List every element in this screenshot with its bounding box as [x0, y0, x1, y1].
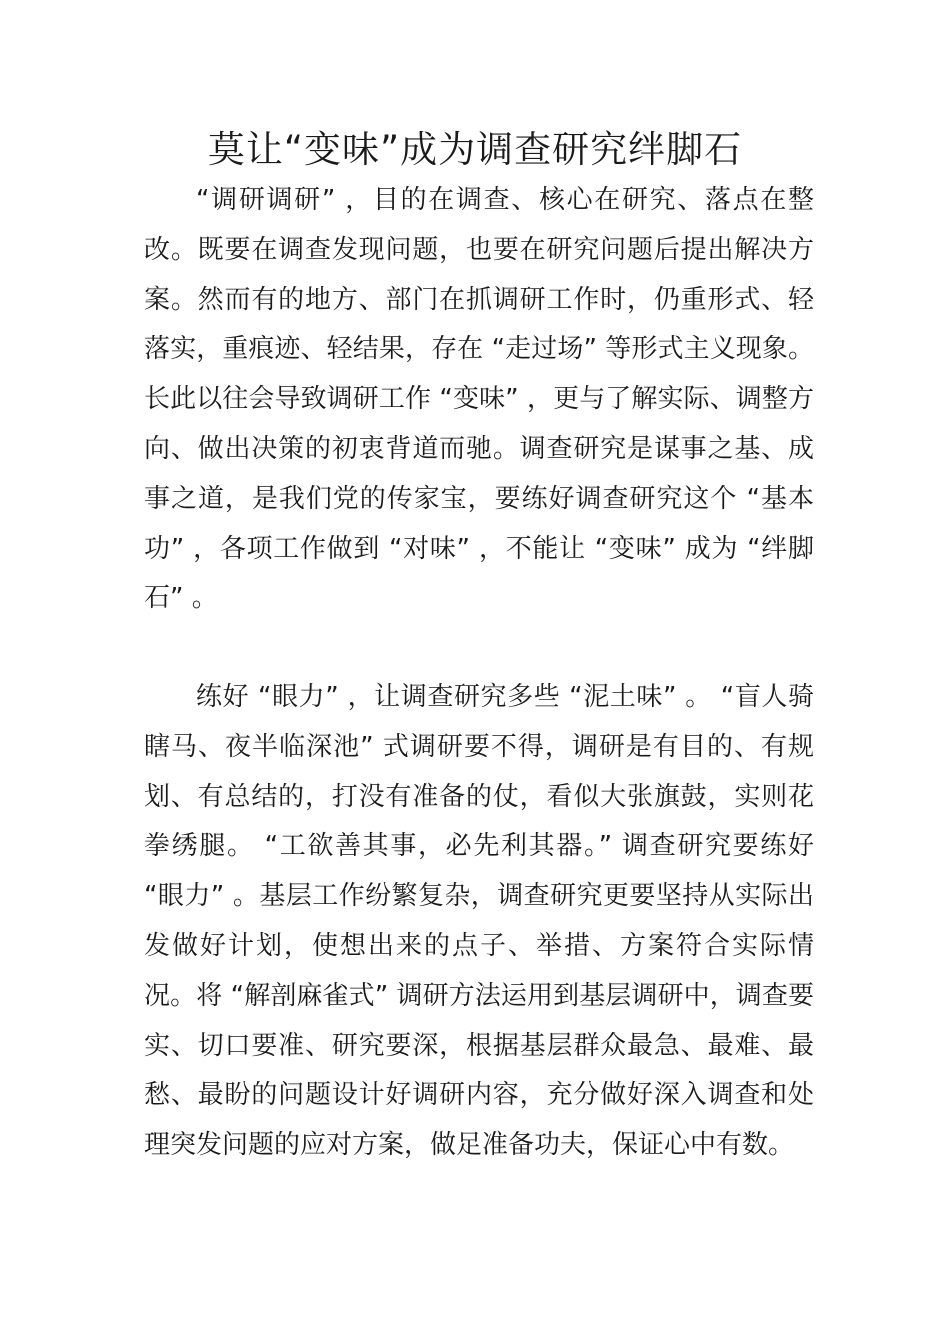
- paragraph-2: 练好 “眼力” ，让调查研究多些 “泥土味” 。 “盲人骑瞎马、夜半临深池” 式调研要不得，调研是有目的、有规划、有总结的，打没有准备的仗，看似大张旗鼓，实则花拳绣腿。 “工欲善其事，必先利其器。” 调查研究要练好 “眼力” 。基层工作纷繁复杂，调查研究更要坚持从实际出发做好计划，使想出来的点子、举措、方案符合实际情况。将 “解剖麻雀式” 调研方法运用到基层调研中，调查要实、切口要准、研究要深，根据基层群众最急、最难、最愁、最盼的问题设计好调研内容，充分做好深入调查和处理突发问题的应对方案，做足准备功夫，保证心中有数。: [144, 682, 814, 1161]
- paragraph-1: “调研调研” ，目的在调查、核心在研究、落点在整改。既要在调查发现问题，也要在研究问题后提出解决方案。然而有的地方、部门在抓调研工作时，仍重形式、轻落实，重痕迹、轻结果，存在 “走过场” 等形式主义现象。长此以往会导致调研工作 “变味” ，更与了解实际、调整方向、做出决策的初衷背道而驰。调查研究是谋事之基、成事之道，是我们党的传家宝，要练好调查研究这个 “基本功” ，各项工作做到 “对味” ，不能让 “变味” 成为 “绊脚石” 。: [144, 185, 814, 614]
- document-title: 莫让“变味”成为调查研究绊脚石: [207, 128, 743, 171]
